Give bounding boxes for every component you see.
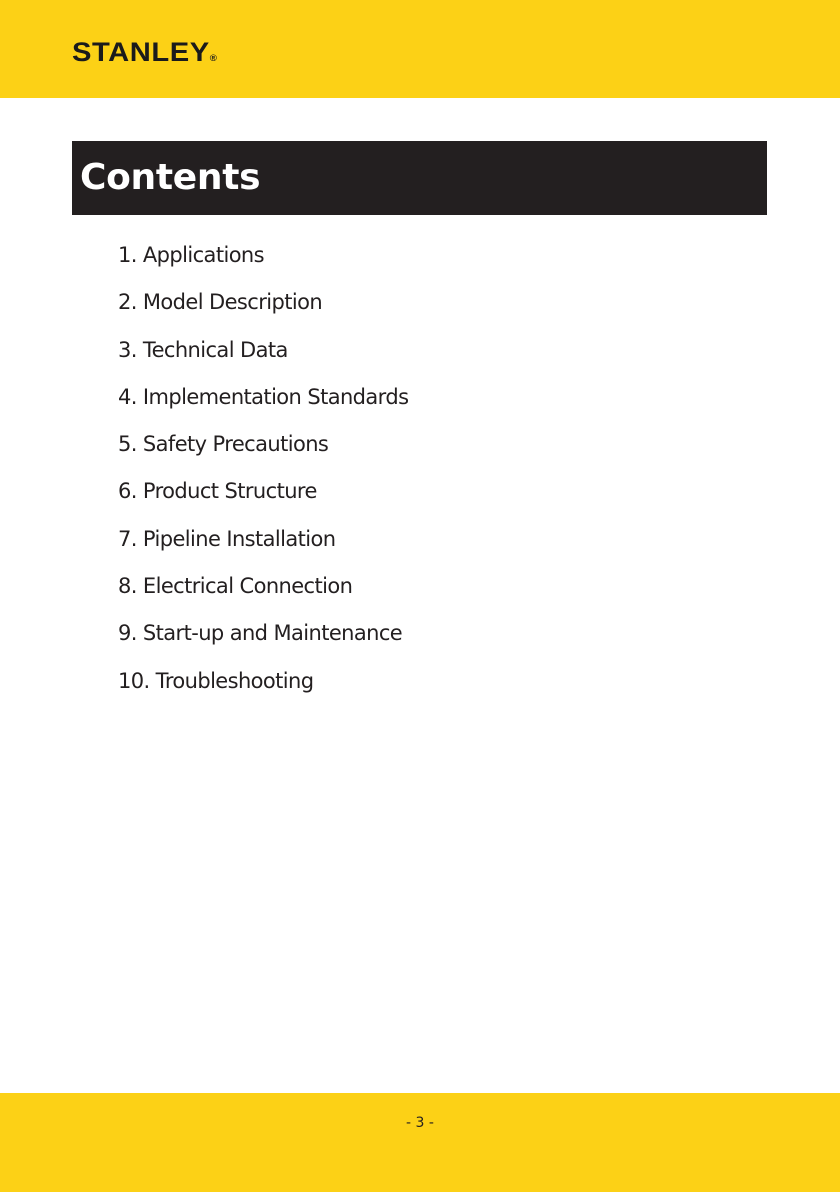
toc-item: 2. Model Description [118,290,323,315]
toc-item: 8. Electrical Connection [118,574,353,599]
toc-item: 10. Troubleshooting [118,668,314,693]
toc-item: 5. Safety Precautions [118,432,329,457]
toc-item: 4. Implementation Standards [118,384,409,409]
page-header [0,0,840,98]
toc-item: 9. Start-up and Maintenance [118,621,403,646]
stanley-logo [72,36,217,68]
trademark-symbol: ® [209,53,218,63]
page-number: - 3 - [406,1115,434,1131]
brand-name: STANLEY [72,37,210,67]
toc-item: 6. Product Structure [118,479,317,504]
page-title: Contents [80,157,261,198]
toc-item: 7. Pipeline Installation [118,526,336,551]
toc-item: 1. Applications [118,243,264,267]
page-footer [0,1093,840,1192]
contents-title-bar [72,141,767,215]
toc-item: 3. Technical Data [118,337,288,362]
table-of-contents [118,238,408,711]
